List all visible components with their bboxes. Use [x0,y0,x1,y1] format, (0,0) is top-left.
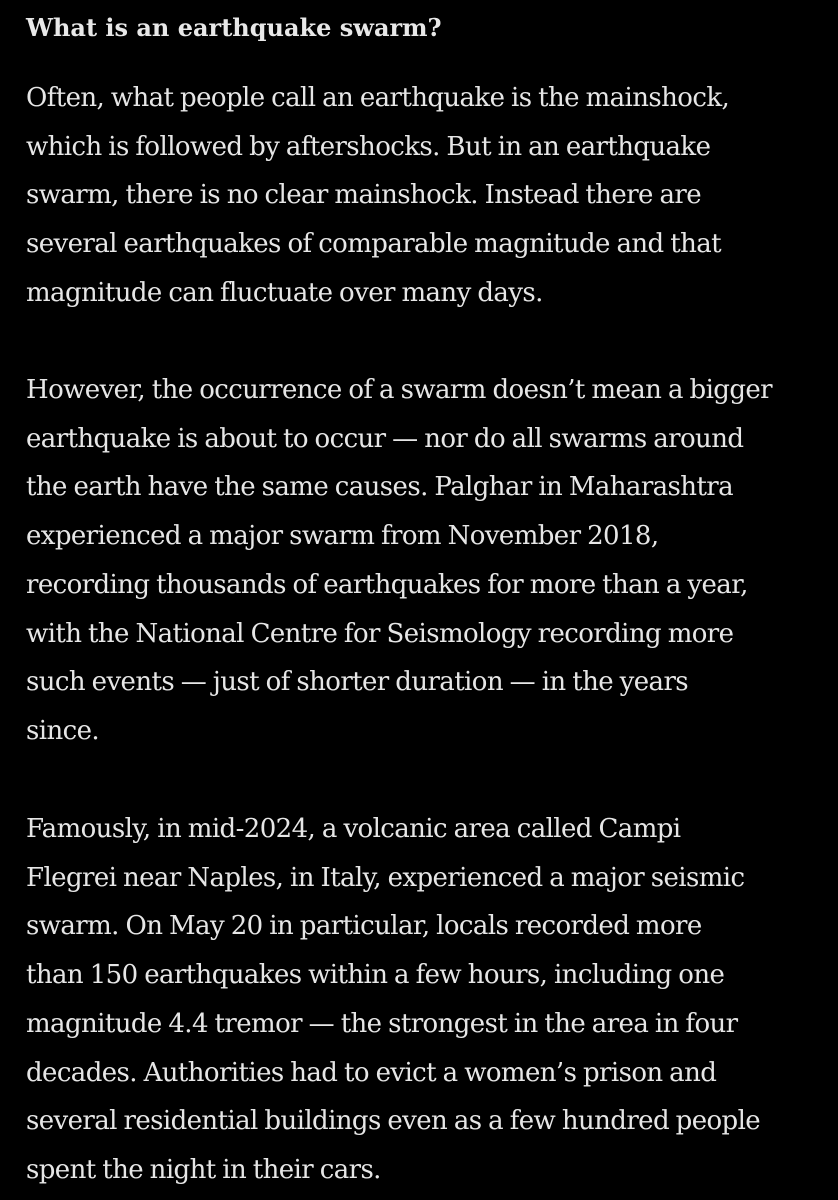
paragraph-line: with the National Centre for Seismology recording more [26,618,734,649]
paragraph-line: decades. Authorities had to evict a women’s prison and [26,1057,717,1088]
paragraph-line: experienced a major swarm from November 2018, [26,521,659,552]
paragraph-line: However, the occurrence of a swarm doesn’t mean a bigger [26,375,772,405]
paragraph-line: swarm, there is no clear mainshock. Instead there are [26,180,701,211]
paragraph-line: several earthquakes of comparable magnitude and that [26,229,722,260]
section-heading: What is an earthquake swarm? [26,13,442,42]
paragraph-line: magnitude 4.4 tremor — the strongest in the area in four [26,1008,738,1039]
paragraph-1 [26,74,729,318]
paragraph-line: Flegrei near Naples, in Italy, experienced a major seismic [26,862,745,893]
paragraph-line: recording thousands of earthquakes for more than a year, [26,569,748,600]
paragraph-line: than 150 earthquakes within a few hours, including one [26,960,725,991]
paragraph-line: earthquake is about to occur — nor do all swarms around [26,423,744,454]
paragraph-line: Often, what people call an earthquake is the mainshock, [26,83,730,113]
paragraph-line: Famously, in mid-2024, a volcanic area called Campi [26,814,681,844]
paragraph-line: spent the night in their cars. [26,1154,381,1185]
paragraph-2 [26,366,772,756]
paragraph-line: which is followed by aftershocks. But in an earthquake [26,131,711,162]
paragraph-line: several residential buildings even as a few hundred people [26,1106,761,1137]
paragraph-line: such events — just of shorter duration — in the years [26,667,689,698]
paragraph-line: the earth have the same causes. Palghar in Maharashtra [26,472,734,503]
paragraph-line: magnitude can fluctuate over many days. [26,277,543,308]
paragraph-line: since. [26,715,100,746]
paragraph-line: swarm. On May 20 in particular, locals recorded more [26,911,702,942]
paragraph-3 [26,805,760,1195]
